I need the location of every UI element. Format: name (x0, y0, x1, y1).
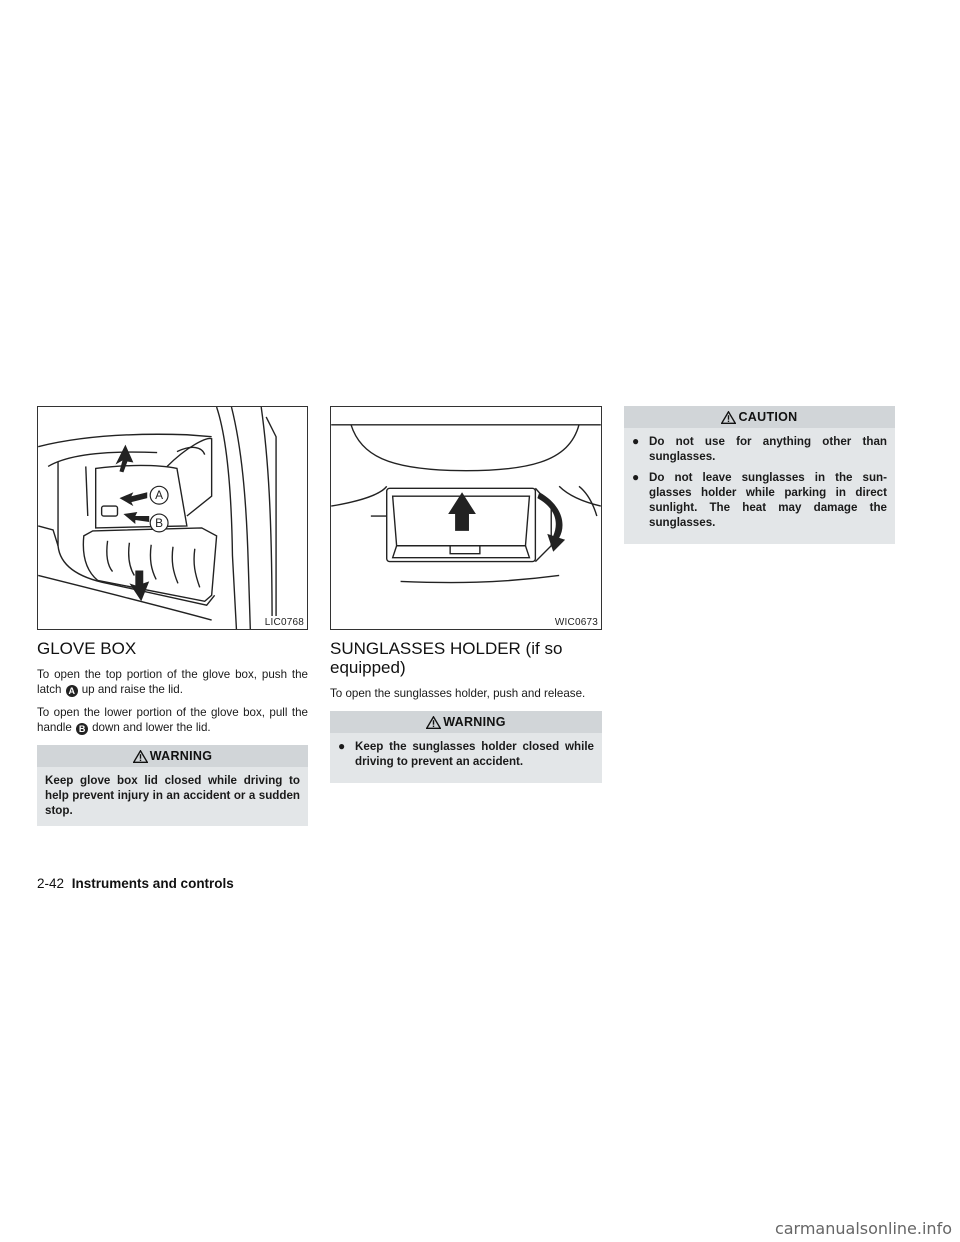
warning-title: WARNING (149, 749, 213, 763)
glove-box-figure (37, 406, 308, 630)
caution-box (624, 406, 895, 544)
paragraph (37, 705, 308, 735)
figure-label-a: A (155, 488, 164, 503)
section-heading: SUNGLASSES HOLDER (if so equipped) (330, 639, 563, 677)
paragraph (37, 667, 308, 697)
marker-a: A (66, 685, 78, 697)
warning-title-bar (330, 711, 602, 733)
paragraph: To open the sunglasses holder, push and release. (330, 687, 586, 700)
sunglasses-section (330, 406, 602, 783)
section-heading: GLOVE BOX (37, 639, 137, 658)
marker-b: B (76, 723, 88, 735)
warning-box (37, 745, 308, 826)
bullet-dot: ● (632, 470, 640, 484)
warning-title: WARNING (443, 715, 506, 729)
page-number: 2-42 (37, 876, 65, 891)
bullet-text: Keep the sunglasses holder closed while driving to prevent an accident. (355, 740, 594, 768)
sunglasses-figure (330, 406, 602, 630)
warning-text: Keep glove box lid closed while driving to help prevent injury in an accident or a sudden stop. (45, 774, 300, 817)
caution-section (624, 406, 895, 544)
figure-label-b: B (155, 515, 164, 530)
section-name: Instruments and controls (71, 876, 234, 891)
paragraph-text: down and lower the lid. (92, 721, 211, 734)
caution-title: CAUTION (738, 410, 798, 424)
bullet-text: Do not use for anything other than sunglasses. (649, 435, 887, 463)
sunglasses-holder-illustration (331, 407, 601, 629)
caution-body (624, 428, 895, 538)
warning-box (330, 711, 602, 783)
warning-triangle-icon (133, 750, 148, 763)
bullet-text: Do not leave sunglasses in the sun-glasses holder while parking in direct sunlight. The heat may damage the sunglasses. (649, 471, 887, 529)
warning-triangle-icon (426, 716, 441, 729)
caution-triangle-icon (721, 411, 736, 424)
bullet-dot: ● (338, 739, 346, 753)
figure-code: LIC0768 (262, 616, 307, 629)
page-footer (37, 876, 234, 891)
warning-body (330, 733, 602, 777)
figure-code: WIC0673 (552, 616, 601, 629)
watermark: carmanualsonline.info (774, 1219, 952, 1238)
paragraph-text: To open the lower portion of the glove box, pull the handle (37, 706, 308, 734)
glove-box-illustration (38, 407, 307, 629)
caution-title-bar (624, 406, 895, 428)
paragraph-text: up and raise the lid. (81, 683, 183, 696)
glove-box-section (37, 406, 308, 826)
warning-title-bar (37, 745, 308, 767)
warning-bullet (338, 739, 594, 769)
caution-bullet (632, 434, 887, 464)
paragraph-text: To open the top portion of the glove box, push the latch (37, 668, 308, 696)
bullet-dot: ● (632, 434, 640, 448)
caution-bullet (632, 470, 887, 530)
